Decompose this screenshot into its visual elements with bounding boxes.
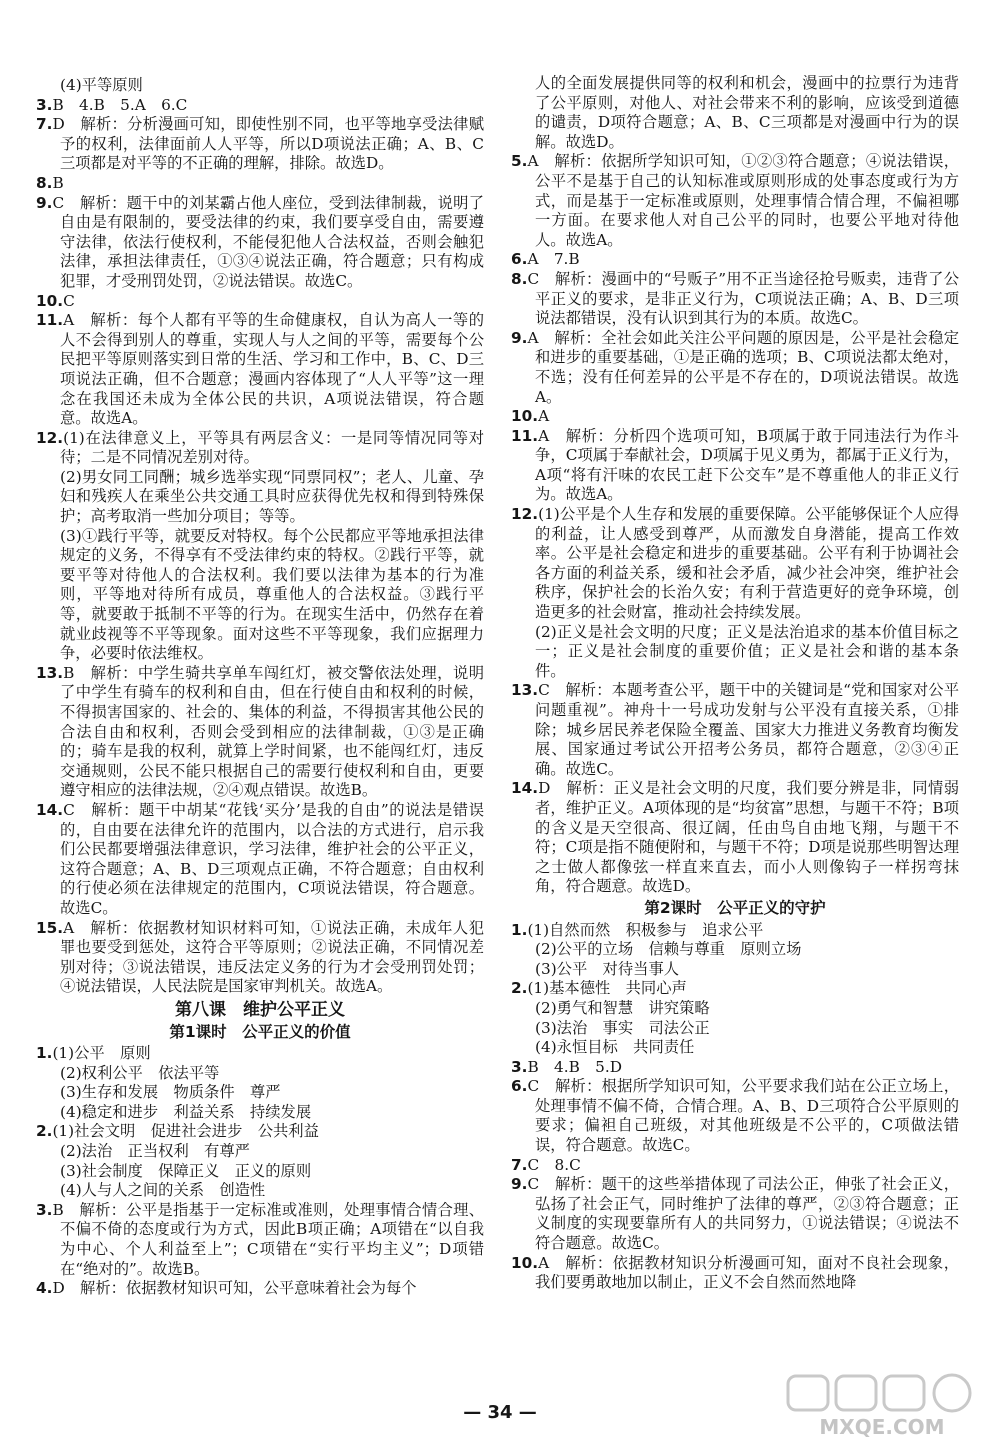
item-text: C 解析：题干中的刘某霸占他人座位，受到法律制裁，说明了自由是有限制的，要受法律的约束，我们要享受自由，需要遵守法律，依法行使权利，不能侵犯他人合法权益，否则会触犯法律，承担法律责任，①③④说法正确，符合题意；只有构成犯罪，才受刑罚处罚，②说法错误。故选C。 [52, 193, 484, 290]
item-text: C 解析：漫画中的“号贩子”用不正当途径抢号贩卖，违背了公平正义的要求，是非正义行为，C项说法正确；A、B、D三项说法都错误，没有认识到其行为的本质。故选C。 [527, 269, 959, 328]
item-number: 6. [511, 250, 528, 269]
answer-item [36, 429, 484, 468]
item-number: 3. [36, 95, 53, 114]
answer-item [511, 1254, 959, 1293]
answer-item [36, 919, 484, 997]
continued-text: (3)①践行平等，就要反对特权。每个公民都应平等地承担法律规定的义务，不得享有不受法律约束的特权。②践行平等，就要平等对待他人的合法权利。我们要以法律为基本的行为准则，平等地对待所有成员，尊重他人的合法权益。③践行平等，就要敢于抵制不平等的行为。在现实生活中，仍然存在着就业歧视等不平等现象。面对这些不平等现象，我们应据理力争，必要时依法维权。 [60, 526, 484, 663]
answer-item [36, 174, 484, 194]
item-number: 9. [511, 328, 528, 347]
item-text: A 解析：每个人都有平等的生命健康权，自认为高人一等的人不会得到别人的尊重，实现人与人之间的平等，需要每个公民把平等原则落实到日常的生活、学习和工作中，B、C、D三项说法正确，但不合题意；漫画内容体现了“人人平等”这一理念在我国还未成为全体公民的共识，A项说法错误，符合题意。故选A。 [60, 311, 484, 428]
answer-item [511, 270, 959, 329]
answer-item [511, 979, 959, 999]
item-number: 2. [36, 1122, 53, 1141]
item-number: 9. [36, 193, 53, 212]
item-number: 11. [36, 311, 64, 330]
item-text: A 7.B [527, 250, 580, 269]
answer-item [36, 1044, 484, 1064]
sub-answer: (2)勇气和智慧 讲究策略 [535, 998, 710, 1017]
answer-item [511, 779, 959, 897]
item-number: 8. [36, 173, 53, 192]
answer-item [511, 1156, 959, 1176]
answer-item [511, 250, 959, 270]
sub-answer: (2)权利公平 依法平等 [60, 1063, 220, 1082]
sub-answer: (3)公平 对待当事人 [535, 959, 680, 978]
continued-text: 人的全面发展提供同等的权利和机会，漫画中的拉票行为违背了公平原则，对他人、对社会带来不利的影响，应该受到道德的谴责，D项符合题意；A、B、C三项都是对漫画中行为的误解。故选D。 [535, 74, 959, 151]
item-text: C 8.C [527, 1155, 581, 1174]
item-text: A 解析：依据所学知识可知，①②③符合题意；④说法错误，公平不是基于自己的认知标准或原则形成的处事态度或行为方式，而是基于一定标准或原则，处理事情合情合理，不偏袒哪一方面。在要求他人对自己公平的同时，也要公平地对待他人。故选A。 [527, 152, 959, 249]
sub-answer: (4)稳定和进步 利益关系 持续发展 [60, 1102, 312, 1121]
section-heading: 第1课时 公平正义的价值 [169, 1022, 351, 1041]
answer-item [36, 115, 484, 174]
item-number: 2. [511, 979, 528, 998]
page-number: — 34 — [463, 1402, 537, 1423]
item-number: 12. [36, 428, 64, 447]
answer-item [36, 96, 484, 116]
item-text: C 解析：根据所学知识可知，公平要求我们站在公正立场上，处理事情不偏不倚，合情合理。A、B、D三项符合公平原则的要求；偏袒自己班级，对其他班级是不公平的，C项做法错误，符合题意。故选C。 [527, 1077, 959, 1155]
item-text: (1)公平 原则 [52, 1044, 151, 1063]
answer-item [36, 292, 484, 312]
sub-answer: (4)平等原则 [60, 76, 143, 94]
section-heading: 第2课时 公平正义的守护 [644, 898, 826, 917]
item-text: C [63, 291, 75, 310]
item-number: 7. [36, 115, 53, 134]
answer-item [511, 505, 959, 623]
item-number: 6. [511, 1077, 528, 1096]
item-text: A 解析：全社会如此关注公平问题的原因是，公平是社会稳定和进步的重要基础，①是正确的选项；B、C项说法都太绝对，不选；没有任何差异的公平是不存在的，D项说法错误。故选A。 [527, 328, 959, 406]
answer-item [36, 1279, 484, 1299]
lesson-heading: 第八课 维护公平正义 [175, 999, 345, 1020]
item-number: 10. [36, 291, 64, 310]
right-column [511, 74, 959, 1293]
sub-answer: (4)永恒目标 共同责任 [535, 1038, 695, 1057]
item-text: B 解析：公平是指基于一定标准或准则，处理事情合情合理、不偏不倚的态度或行为方式，因此B项正确；A项错在“以自我为中心、个人利益至上”；C项错在“实行平均主义”；D项错在“绝对的”。故选B。 [52, 1200, 484, 1278]
item-text: (1)社会文明 促进社会进步 公共利益 [52, 1122, 319, 1141]
answer-item [511, 329, 959, 407]
item-text: A [538, 407, 550, 426]
item-number: 15. [36, 918, 64, 937]
item-text: (1)在法律意义上，平等具有两层含义：一是同等情况同等对待；二是不同情况差别对待。 [60, 428, 484, 467]
item-text: (1)自然而然 积极参与 追求公平 [527, 920, 764, 939]
item-text: C 解析：题干的这些举措体现了司法公正，伸张了社会正义，弘扬了社会正气，同时维护了法律的尊严，②③符合题意；正义制度的实现要靠所有人的共同努力，①说法错误；④说法不符合题意。故选C。 [527, 1175, 959, 1253]
sub-answer: (3)生存和发展 物质条件 尊严 [60, 1083, 281, 1102]
item-text: D 解析：依据教材知识可知，公平意味着社会为每个 [52, 1279, 417, 1298]
answer-item [36, 194, 484, 292]
item-number: 4. [36, 1279, 53, 1298]
answer-item [511, 407, 959, 427]
left-column [36, 76, 484, 1299]
item-text: B [52, 173, 64, 192]
item-number: 1. [511, 920, 528, 939]
answer-item [511, 681, 959, 779]
item-number: 11. [511, 426, 539, 445]
sub-answer: (3)法治 事实 司法公正 [535, 1018, 710, 1037]
answer-item [36, 664, 484, 801]
continued-text: (2)正义是社会文明的尺度；正义是法治追求的基本价值目标之一；正义是社会制度的重要价值；正义是社会和谐的基本条件。 [535, 622, 959, 680]
item-number: 10. [511, 1253, 539, 1272]
item-number: 9. [511, 1175, 528, 1194]
watermark-logo [782, 1372, 982, 1440]
item-text: A 解析：分析四个选项可知，B项属于敢于同违法行为作斗争，C项属于奉献社会，D项属于见义勇为，都属于正义行为，A项“将有汗味的农民工赶下公交车”是不尊重他人的非正义行为。故选A。 [535, 426, 959, 504]
item-text: B 解析：中学生骑共享单车闯红灯，被交警依法处理，说明了中学生有骑车的权利和自由，但在行使自由和权利的时候，不得损害国家的、社会的、集体的利益，不得损害其他公民的合法自由和权利，否则会受到相应的法律制裁，①③是正确的；骑车是我的权利，就算上学时间紧，也不能闯红灯，违反交通规则，公民不能只根据自己的需要行使权利和自由，更要遵守相应的法律法规，②④观点错误。故选B。 [60, 663, 484, 800]
item-number: 14. [511, 779, 539, 798]
answer-item [511, 152, 959, 250]
sub-answer: (3)社会制度 保障正义 正义的原则 [60, 1161, 312, 1180]
item-text: (1)公平是个人生存和发展的重要保障。公平能够保证个人应得的利益，让人感受到尊严，从而激发自身潜能，提高工作效率。公平是社会稳定和进步的重要基础。公平有利于协调社会各方面的利益关系，缓和社会矛盾，减少社会冲突，维护社会秩序，保护社会的长治久安；有利于营造更好的竞争环境，创造更多的社会财富，推动社会持续发展。 [535, 505, 959, 622]
answer-item [511, 1175, 959, 1253]
answer-item [36, 1201, 484, 1279]
item-number: 13. [511, 681, 539, 700]
item-text: A 解析：依据教材知识分析漫画可知，面对不良社会现象，我们要勇敢地加以制止，正义不会自然而然地降 [535, 1253, 959, 1292]
answer-item [36, 311, 484, 429]
answer-item [511, 427, 959, 505]
sub-answer: (2)法治 正当权利 有尊严 [60, 1142, 250, 1161]
answer-item [511, 921, 959, 941]
item-number: 3. [511, 1057, 528, 1076]
item-text: B 4.B 5.D [527, 1057, 622, 1076]
item-text: C 解析：题干中胡某“花钱‘买分’是我的自由”的说法是错误的，自由要在法律允许的范围内，以合法的方式进行，启示我们公民都要增强法律意识，学习法律，维护社会的公平正义，这符合题意；A、B、D三项观点正确，不符合题意；自由权利的行使必须在法律规定的范围内，C项说法错误，符合题意。故选C。 [60, 800, 484, 917]
item-text: D 解析：分析漫画可知，即使性别不同，也平等地享受法律赋予的权利，法律面前人人平等，所以D项说法正确；A、B、C三项都是对平等的不正确的理解，排除。故选D。 [52, 115, 484, 173]
item-number: 10. [511, 407, 539, 426]
answer-item [511, 1058, 959, 1078]
answer-item [36, 801, 484, 919]
sub-answer: (4)人与人之间的关系 创造性 [60, 1181, 266, 1200]
answer-item [36, 1122, 484, 1142]
item-number: 1. [36, 1044, 53, 1063]
item-number: 7. [511, 1155, 528, 1174]
item-text: C 解析：本题考查公平，题干中的关键词是“党和国家对公平问题重视”。神舟十一号成功发射与公平没有直接关系，①排除；城乡居民养老保险全覆盖、国家大力推进义务教育均衡发展、国家通过考试公开招考公务员，都符合题意，②③④正确。故选C。 [535, 681, 959, 778]
continued-text: (2)男女同工同酬；城乡选举实现“同票同权”；老人、儿童、孕妇和残疾人在乘坐公共交通工具时应获得优先权和得到特殊保护；高考取消一些加分项目；等等。 [60, 467, 484, 526]
item-number: 8. [511, 269, 528, 288]
watermark-text: MXQE.COM [819, 1415, 945, 1439]
item-number: 14. [36, 800, 64, 819]
item-text: A 解析：依据教材知识材料可知，①说法正确，未成年人犯罪也要受到惩处，这符合平等原则；②说法正确，不同情况差别对待；③说法错误，违反法定义务的行为才会受刑罚处罚；④说法错误，人民法院是国家审判机关。故选A。 [60, 918, 484, 996]
item-text: (1)基本德性 共同心声 [527, 979, 687, 998]
sub-answer: (2)公平的立场 信赖与尊重 原则立场 [535, 940, 802, 959]
item-number: 12. [511, 505, 539, 524]
answer-item [511, 1077, 959, 1155]
item-text: B 4.B 5.A 6.C [52, 95, 188, 114]
item-number: 13. [36, 663, 64, 682]
item-number: 3. [36, 1200, 53, 1219]
item-text: D 解析：正义是社会文明的尺度，我们要分辨是非，同情弱者，维护正义。A项体现的是“均贫富”思想，与题干不符；B项的含义是天空很高、很辽阔，任由鸟自由地飞翔，与题干不符；C项是指不随便附和，与题干不符；D项是说那些明智达理之士做人都像弦一样直来直去，而小人则像钩子一样拐弯抹角，符合题意。故选D。 [535, 779, 959, 896]
item-number: 5. [511, 152, 528, 171]
